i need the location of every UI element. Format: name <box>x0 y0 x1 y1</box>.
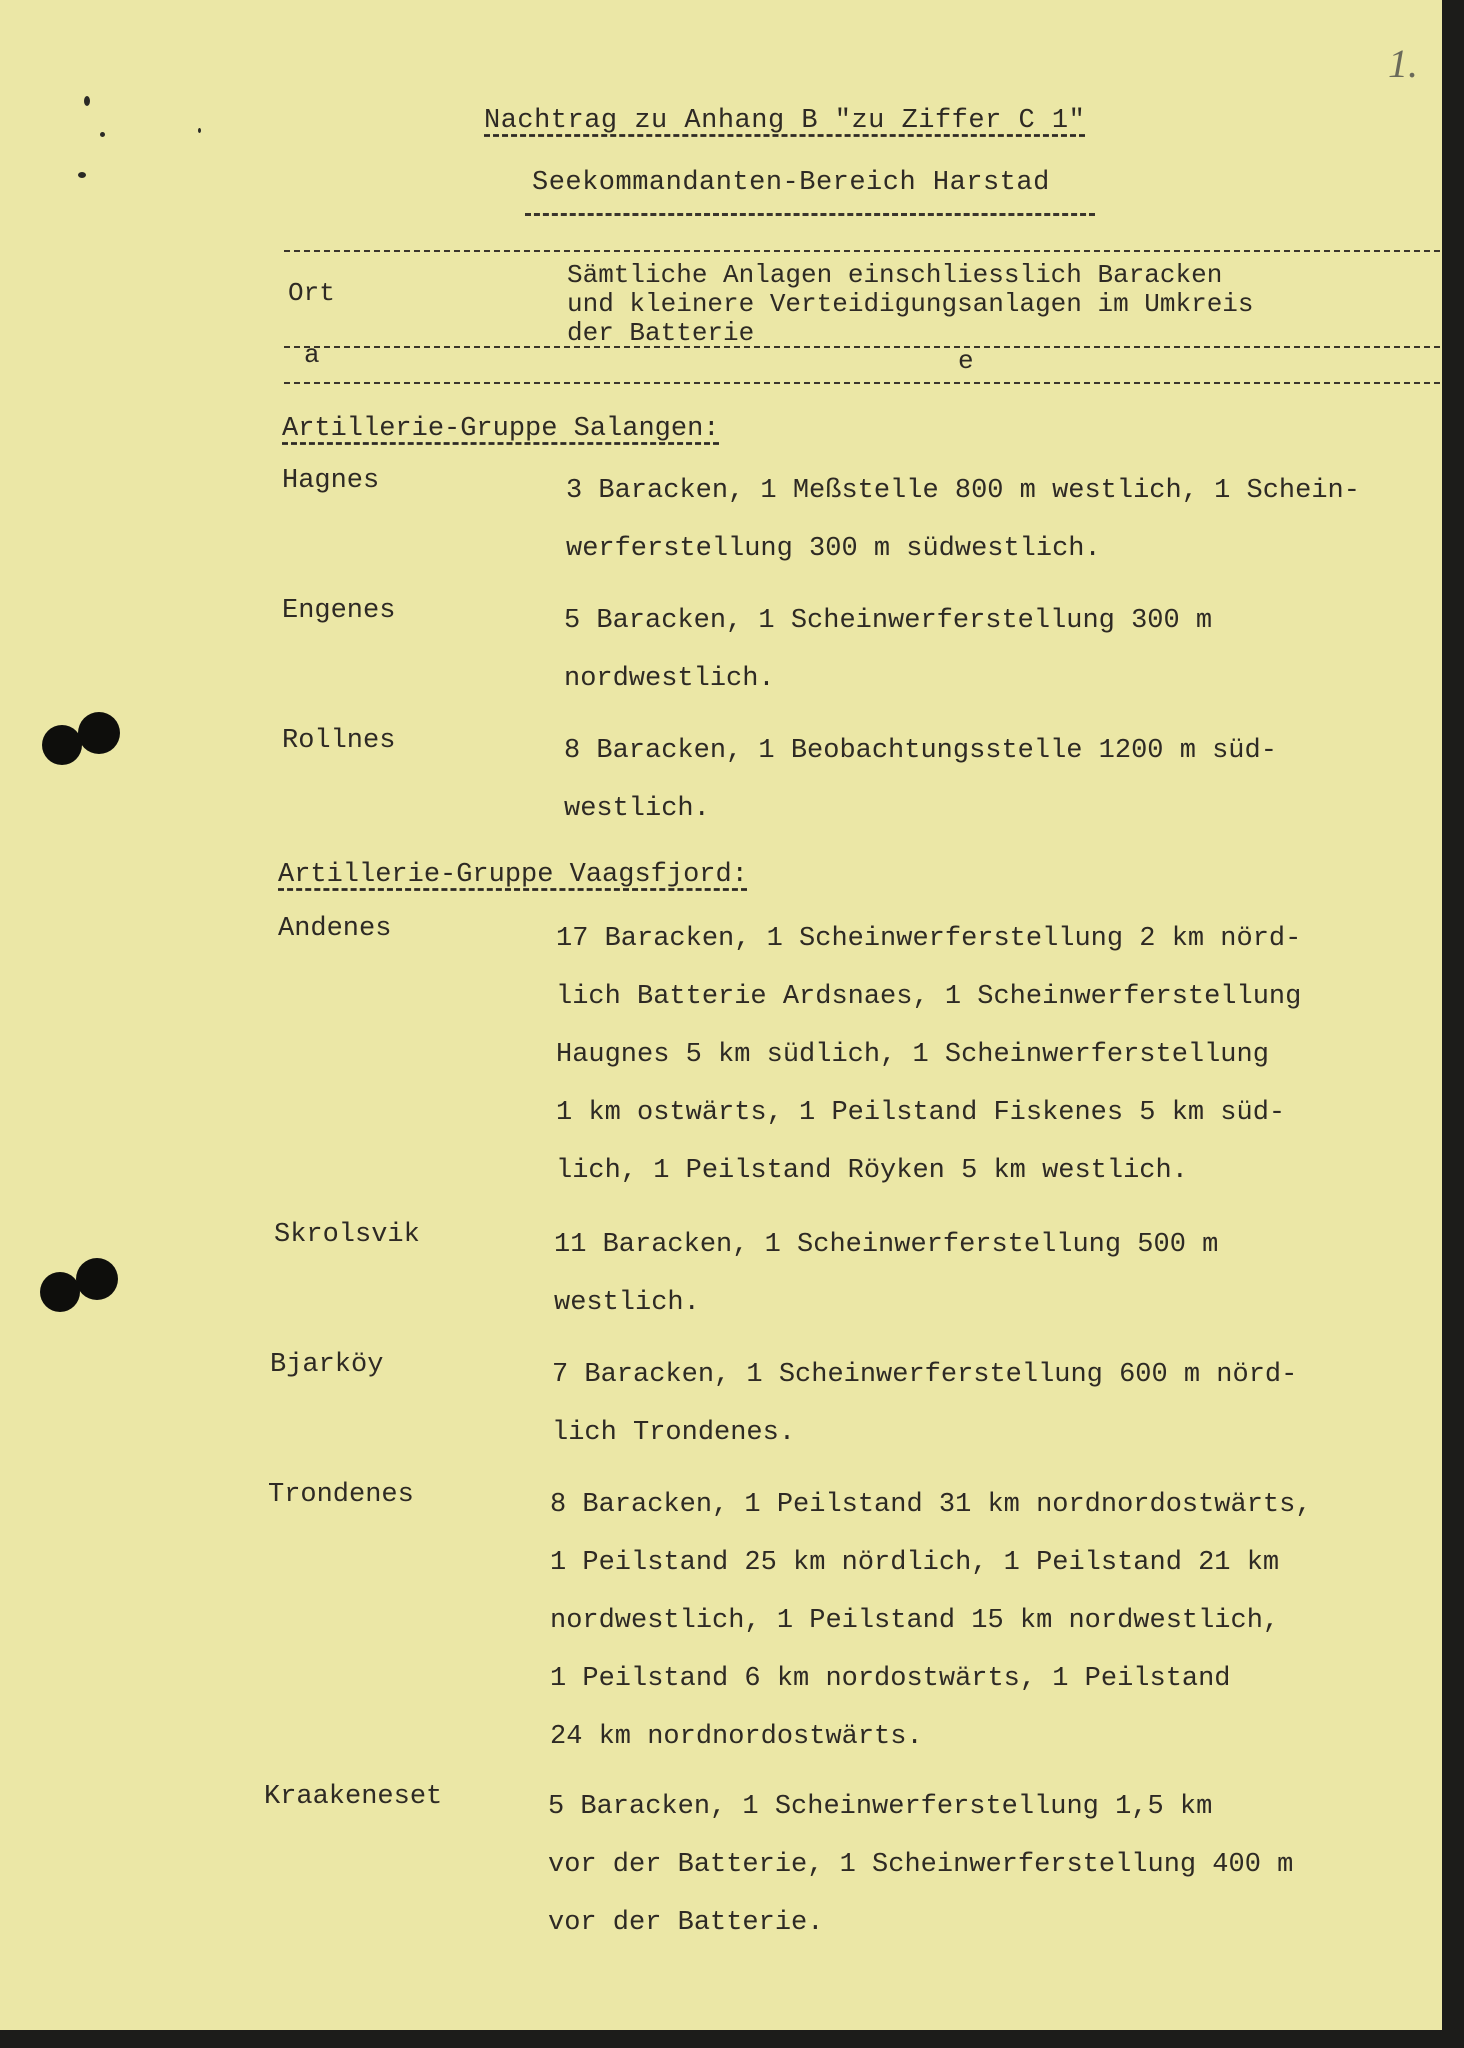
place-name: Kraakeneset <box>264 1782 443 1812</box>
header-place: Ort <box>288 278 335 308</box>
place-description: 11 Baracken, 1 Scheinwerferstellung 500 m westlich. <box>554 1230 1219 1318</box>
punch-hole-top <box>42 725 82 765</box>
document-subtitle: Seekommandanten-Bereich Harstad <box>532 168 1050 198</box>
group-heading: Artillerie-Gruppe Vaagsfjord: <box>278 860 748 890</box>
place-description: 7 Baracken, 1 Scheinwerferstellung 600 m nörd- lich Trondenes. <box>552 1360 1298 1448</box>
header-rule-bottom <box>284 382 1440 384</box>
place-description: 8 Baracken, 1 Peilstand 31 km nordnordostwärts, 1 Peilstand 25 km nördlich, 1 Peilstand 21 km nordwestlich, 1 Peilstand 15 km nordwestlich, 1 Peilstand 6 km nordostwärts, 1 Peilstand 24 km nordnordostwärts. <box>550 1490 1312 1752</box>
header-place-letter: a <box>304 340 320 370</box>
place-description: 5 Baracken, 1 Scheinwerferstellung 300 m nordwestlich. <box>564 606 1213 694</box>
header-description-letter: e <box>958 346 974 376</box>
punch-hole-bottom-2 <box>76 1258 118 1300</box>
place-name: Rollnes <box>282 726 396 756</box>
place-description: 5 Baracken, 1 Scheinwerferstellung 1,5 km vor der Batterie, 1 Scheinwerferstellung 400 m vor der Batterie. <box>548 1792 1294 1938</box>
punch-hole-bottom <box>40 1272 80 1312</box>
header-description: Sämtliche Anlagen einschliesslich Baracken und kleinere Verteidigungsanlagen im Umkreis der Batterie <box>567 260 1254 348</box>
speck <box>100 132 105 137</box>
place-description: 8 Baracken, 1 Beobachtungsstelle 1200 m süd- westlich. <box>564 736 1277 824</box>
place-name: Bjarköy <box>270 1350 384 1380</box>
group-heading: Artillerie-Gruppe Salangen: <box>282 414 720 444</box>
place-name: Hagnes <box>282 466 380 496</box>
subtitle-underline <box>525 213 1095 216</box>
place-name: Engenes <box>282 596 396 626</box>
place-name: Skrolsvik <box>274 1220 420 1250</box>
punch-hole-top-2 <box>78 712 120 754</box>
page-number: 1. <box>1388 41 1418 86</box>
place-name: Trondenes <box>268 1480 414 1510</box>
header-rule-mid <box>284 346 1440 348</box>
header-rule-top <box>284 250 1440 252</box>
speck <box>84 96 90 106</box>
place-name: Andenes <box>278 914 392 944</box>
speck <box>78 172 86 178</box>
document-title: Nachtrag zu Anhang B "zu Ziffer C 1" <box>484 106 1086 136</box>
speck <box>198 128 201 133</box>
place-description: 3 Baracken, 1 Meßstelle 800 m westlich, 1 Schein- werferstellung 300 m südwestlich. <box>566 476 1360 564</box>
place-description: 17 Baracken, 1 Scheinwerferstellung 2 km nörd- lich Batterie Ardsnaes, 1 Scheinwerferstellung Haugnes 5 km südlich, 1 Scheinwerferstellung 1 km ostwärts, 1 Peilstand Fiskenes 5 km süd- lich, 1 Peilstand Röyken 5 km westlich. <box>556 924 1302 1186</box>
